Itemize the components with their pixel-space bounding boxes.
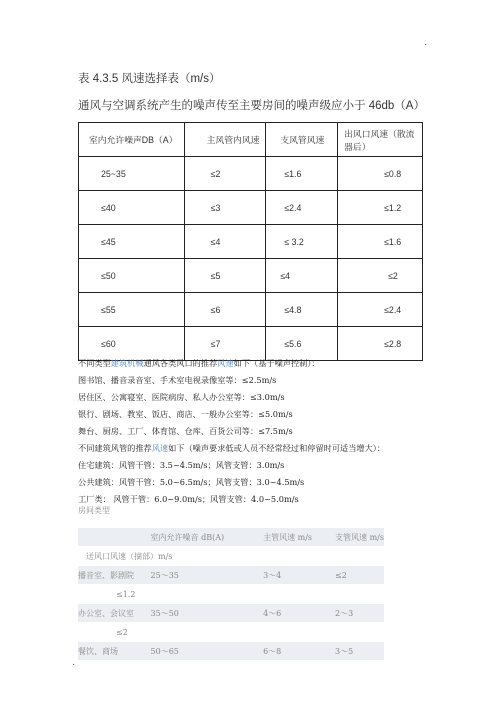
- cell: 4～6: [263, 604, 335, 623]
- cell: 播音室、影剧院: [78, 566, 151, 585]
- header-branch-duct: 支风管风速: [266, 123, 338, 157]
- cell: ≤1.6: [338, 225, 423, 259]
- cell: [78, 528, 151, 547]
- table-row: [78, 623, 384, 642]
- cell: ≤2: [184, 157, 266, 191]
- text-fragment: 如下（噪声要求低或人员不经常经过和停留时可适当增大）：: [168, 443, 386, 453]
- text-fragment: 如下（基于噪声控制）：: [233, 358, 320, 368]
- table-row: [79, 327, 423, 361]
- cell: ≤4: [266, 259, 338, 293]
- cell: 2～3: [335, 604, 384, 623]
- cell: ≤2: [335, 566, 384, 585]
- cell: ≤4.8: [266, 293, 338, 327]
- cell: 50～65: [151, 642, 264, 661]
- cell: 35～50: [151, 604, 264, 623]
- table-header-row: [79, 123, 423, 157]
- paragraph-outlet-recommendation: [78, 358, 320, 369]
- header-noise: 室内允许噪音 dB(A): [151, 528, 264, 547]
- text-line: 工厂类： 风管干管：6.0~9.0m/s；风管支管：4.0~5.0m/s: [78, 494, 299, 504]
- table-row: [78, 528, 384, 547]
- cell: ≤5: [184, 259, 266, 293]
- cell: ≤45: [79, 225, 185, 259]
- table-row: [78, 642, 384, 661]
- cell: ≤6: [184, 293, 266, 327]
- text-line: 居住区、公寓寝室、医院病房、私人办公室等：≤3.0m/s: [78, 392, 285, 402]
- cell: ≤1.2: [338, 191, 423, 225]
- text-line: 银行、剧场、教室、饭店、商店、一般办公室等：≤5.0m/s: [78, 409, 293, 419]
- text-line: 舞台、厨房、工厂、体育馆、仓库、百货公司等：≤7.5m/s: [78, 426, 293, 436]
- decorative-dot: ·: [424, 39, 428, 50]
- cell: ≤50: [79, 259, 185, 293]
- cell: 餐饮、商场: [78, 642, 151, 661]
- header-outlet: 送风口风速（摘部）m/s: [78, 547, 384, 566]
- table-row: [78, 585, 384, 604]
- cell: ≤5.6: [266, 327, 338, 361]
- header-main: 主管风速 m/s: [263, 528, 335, 547]
- cell: ≤2.4: [266, 191, 338, 225]
- cell: ≤4: [184, 225, 266, 259]
- decorative-dot: ·: [72, 659, 76, 670]
- link-building-machinery[interactable]: 建筑机械: [110, 358, 144, 368]
- header-outlet: 出风口风速（散流器后）: [338, 123, 423, 157]
- table-row: [78, 604, 384, 623]
- cell: ≤55: [79, 293, 185, 327]
- room-wind-speed-table: [78, 528, 384, 661]
- cell: ≤40: [79, 191, 185, 225]
- text-line: 住宅建筑：风管干管：3.5~4.5m/s；风管支管：3.0m/s: [78, 460, 285, 470]
- cell: 6～8: [263, 642, 335, 661]
- cell: 25~35: [79, 157, 185, 191]
- table-title: 表 4.3.5 风速选择表（m/s）: [78, 73, 221, 85]
- table-row: [79, 225, 423, 259]
- cell: 3～5: [335, 642, 384, 661]
- text-fragment: 不同类型: [78, 358, 111, 368]
- header-main-duct: 主风管内风速: [184, 123, 266, 157]
- cell: ≤2: [338, 259, 423, 293]
- text-line: 公共建筑：风管干管：5.0~6.5m/s；风管支管：3.0~4.5m/s: [78, 477, 305, 487]
- paragraph-duct-recommendation: [78, 443, 385, 454]
- cell: ≤2.4: [338, 293, 423, 327]
- cell: ≤2: [78, 623, 384, 642]
- text-line: 图书馆、播音录音室、手术室电视录像室等：≤2.5m/s: [78, 375, 277, 385]
- table-row: [78, 566, 384, 585]
- cell: ≤3: [184, 191, 266, 225]
- table-row: [79, 259, 423, 293]
- table-row: [78, 547, 384, 566]
- cell: ≤1.2: [78, 585, 384, 604]
- link-wind-speed[interactable]: 风速: [151, 443, 169, 453]
- cell: ≤60: [79, 327, 185, 361]
- cell: 25～35: [151, 566, 264, 585]
- wind-speed-table: [78, 122, 423, 361]
- cell: ≤2.8: [338, 327, 423, 361]
- link-wind-speed[interactable]: 风速: [217, 358, 234, 368]
- header-noise: 室内允许噪声DB（A）: [79, 123, 185, 157]
- header-branch: 支管风速 m/s: [335, 528, 384, 547]
- cell: ≤7: [184, 327, 266, 361]
- room-type-label: 房间类型: [78, 506, 110, 515]
- cell: ≤0.8: [338, 157, 423, 191]
- cell: ≤1.6: [266, 157, 338, 191]
- cell: ≤ 3.2: [266, 225, 338, 259]
- cell: 办公室、会议室: [78, 604, 151, 623]
- noise-requirement-heading: 通风与空调系统产生的噪声传至主要房间的噪声级应小于 46db（A）: [78, 100, 425, 112]
- text-fragment: 不同建筑风管的推荐: [78, 443, 152, 453]
- table-row: [79, 157, 423, 191]
- cell: 3～4: [263, 566, 335, 585]
- text-fragment: 通风各类风口的推荐: [143, 358, 218, 368]
- table-row: [79, 191, 423, 225]
- table-row: [79, 293, 423, 327]
